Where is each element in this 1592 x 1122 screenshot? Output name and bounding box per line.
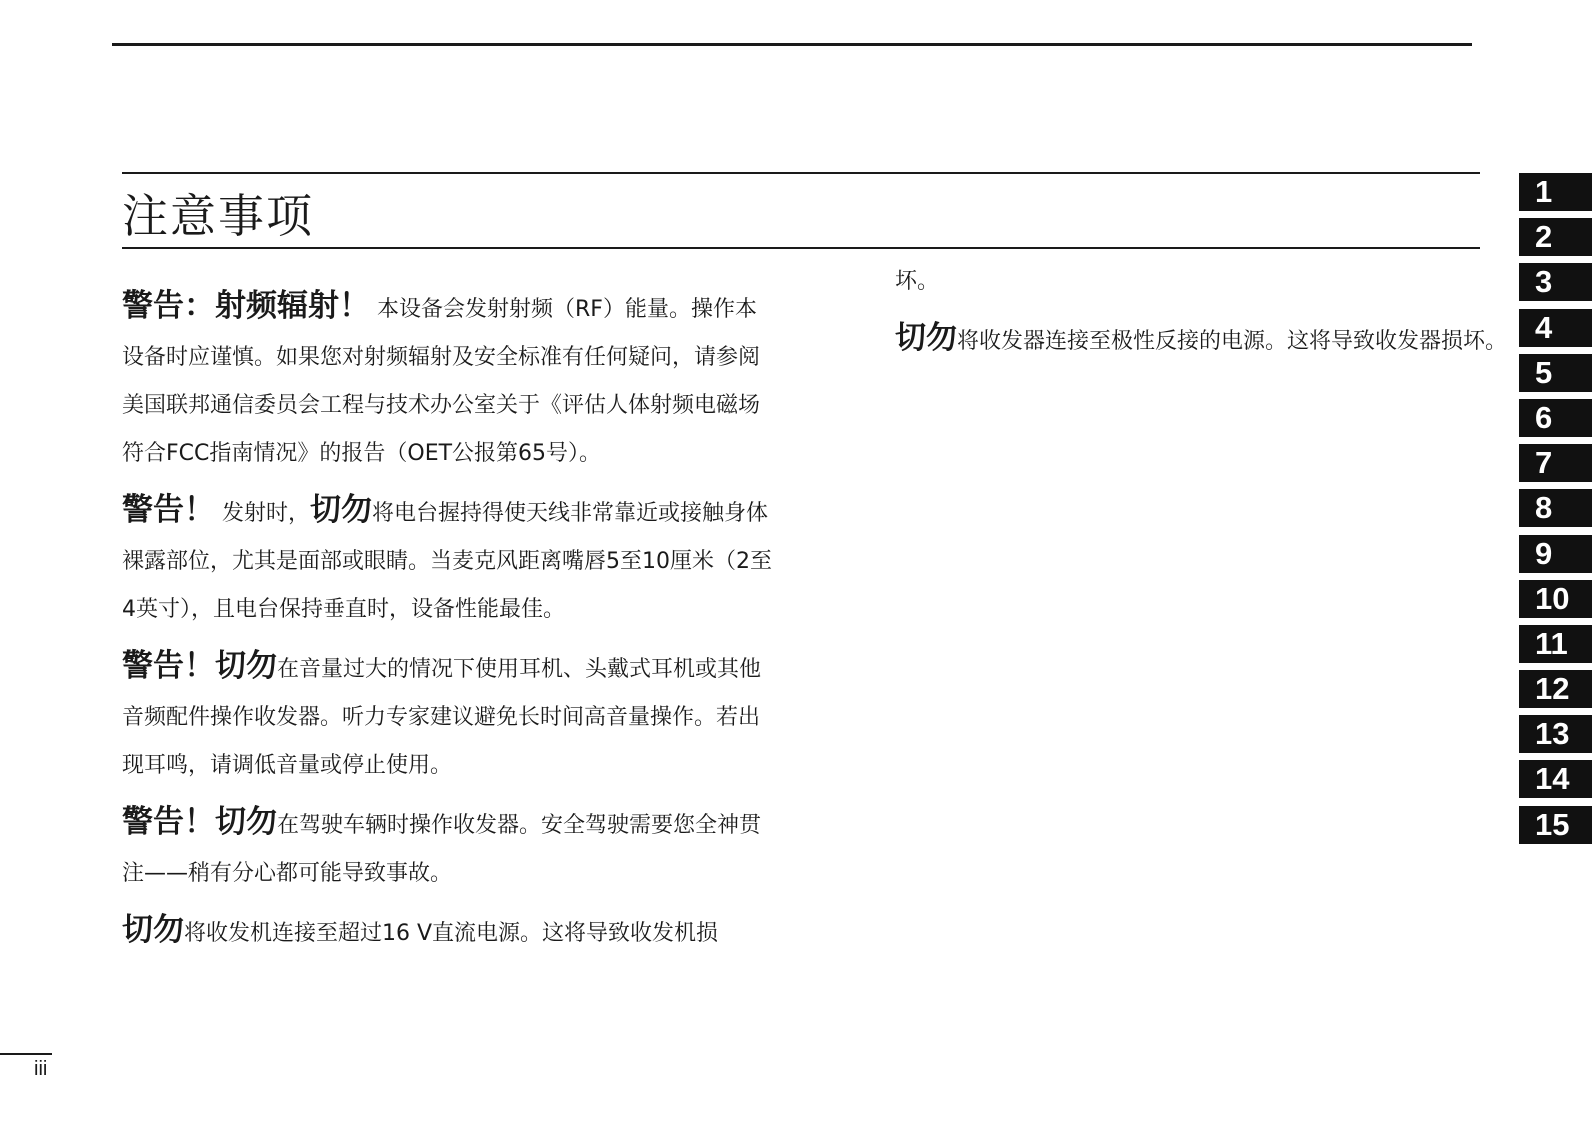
caution-text: 坏。 (895, 269, 940, 294)
chapter-tab-6[interactable]: 6 (1519, 399, 1592, 437)
page-title: 注意事项 (122, 189, 314, 243)
right-column (895, 258, 1511, 374)
warning-text: 发射时， (222, 501, 311, 526)
chapter-tab-15[interactable]: 15 (1519, 806, 1592, 844)
caution-text: 将收发机连接至超过16 V直流电源。这将导致收发机损 (184, 921, 719, 946)
chapter-tab-5[interactable]: 5 (1519, 354, 1592, 392)
warning-text: 在驾驶车辆时操作收发器。安全驾驶需要您全神贯注——稍有分心都可能导致事故。 (122, 813, 762, 886)
warning-text: 本设备会发射射频（RF）能量。操作本设备时应谨慎。如果您对射频辐射及安全标准有任何疑问，请参阅美国联邦通信委员会工程与技术办公室关于《评估人体射频电磁场符合FCC指南情况》的报告（OET公报第65号）。 (122, 297, 761, 466)
title-top-rule (122, 172, 1480, 174)
antenna-warning-paragraph (122, 486, 772, 634)
footer-rule (0, 1053, 52, 1055)
warning-heading: 警告！切勿 (122, 648, 277, 684)
chapter-tab-9[interactable]: 9 (1519, 535, 1592, 573)
chapter-tabs (1519, 173, 1592, 851)
driving-warning-paragraph (122, 798, 772, 898)
never-emphasis: 切勿 (310, 492, 373, 528)
chapter-tab-13[interactable]: 13 (1519, 715, 1592, 753)
warning-heading: 警告：射频辐射！ (122, 288, 370, 324)
warning-text: 在音量过大的情况下使用耳机、头戴式耳机或其他音频配件操作收发器。听力专家建议避免长时间高音量操作。若出现耳鸣，请调低音量或停止使用。 (122, 657, 762, 778)
top-rule (112, 43, 1472, 46)
chapter-tab-1[interactable]: 1 (1519, 173, 1592, 211)
chapter-tab-12[interactable]: 12 (1519, 670, 1592, 708)
warning-heading: 警告！切勿 (122, 804, 277, 840)
voltage-caution-paragraph (122, 906, 772, 958)
caution-heading: 切勿 (895, 320, 957, 356)
chapter-tab-11[interactable]: 11 (1519, 625, 1592, 663)
chapter-tab-2[interactable]: 2 (1519, 218, 1592, 256)
chapter-tab-14[interactable]: 14 (1519, 760, 1592, 798)
caution-text: 将收发器连接至极性反接的电源。这将导致收发器损坏。 (957, 329, 1508, 354)
page-number: iii (34, 1058, 48, 1080)
chapter-tab-8[interactable]: 8 (1519, 489, 1592, 527)
chapter-tab-3[interactable]: 3 (1519, 263, 1592, 301)
title-bottom-rule (122, 247, 1480, 249)
caution-heading: 切勿 (122, 912, 184, 948)
volume-warning-paragraph (122, 642, 772, 790)
chapter-tab-10[interactable]: 10 (1519, 580, 1592, 618)
left-column (122, 282, 772, 966)
chapter-tab-7[interactable]: 7 (1519, 444, 1592, 482)
continued-text (895, 258, 1511, 306)
warning-text: 将电台握持得使天线非常靠近或接触身体裸露部位，尤其是面部或眼睛。当麦克风距离嘴唇5至10厘米（2至4英寸），且电台保持垂直时，设备性能最佳。 (122, 501, 772, 622)
warning-heading: 警告！ (122, 492, 215, 528)
rf-warning-paragraph (122, 282, 772, 478)
chapter-tab-4[interactable]: 4 (1519, 309, 1592, 347)
polarity-caution-paragraph (895, 314, 1511, 366)
